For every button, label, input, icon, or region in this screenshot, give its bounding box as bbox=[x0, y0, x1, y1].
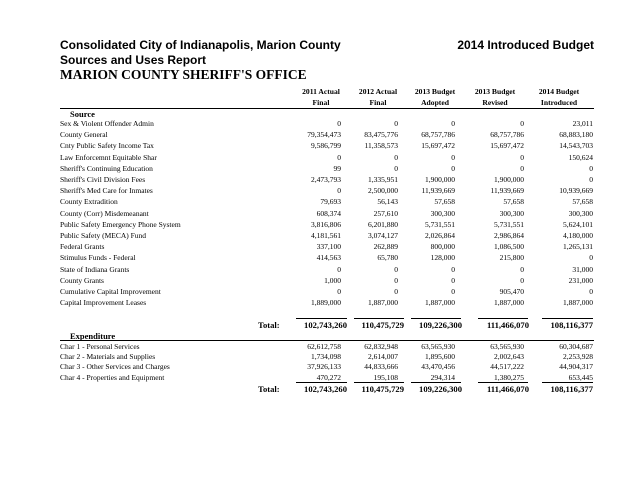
row-value: 0 bbox=[337, 152, 341, 162]
row-value: 11,939,669 bbox=[421, 186, 455, 196]
row-value: 0 bbox=[589, 163, 593, 173]
table-row bbox=[60, 186, 594, 195]
table-row bbox=[60, 373, 594, 382]
row-value: 15,697,472 bbox=[490, 141, 524, 151]
table-row bbox=[60, 242, 594, 251]
row-value: 57,658 bbox=[503, 197, 524, 207]
row-value: 5,731,551 bbox=[425, 219, 455, 229]
row-value: 300,300 bbox=[499, 208, 524, 218]
row-value: 23,011 bbox=[572, 119, 593, 128]
row-value: 4,181,561 bbox=[311, 231, 341, 240]
row-value: 195,108 bbox=[373, 372, 398, 382]
row-value: 2,002,643 bbox=[494, 352, 524, 362]
source-total-2014: 108,116,377 bbox=[550, 320, 593, 330]
exp-total-line-5 bbox=[542, 382, 593, 383]
row-value: 0 bbox=[589, 175, 593, 184]
row-value: 1,734,098 bbox=[311, 352, 341, 362]
row-value: 31,000 bbox=[572, 264, 593, 274]
row-value: 0 bbox=[451, 275, 455, 285]
row-value: 10,939,669 bbox=[559, 186, 593, 196]
row-value: 0 bbox=[520, 119, 524, 128]
row-label: Char 2 - Materials and Supplies bbox=[60, 352, 156, 362]
row-value: 44,517,222 bbox=[490, 362, 524, 372]
row-value: 63,565,930 bbox=[490, 342, 524, 351]
expenditure-total-2013-revised: 111,466,070 bbox=[486, 384, 529, 394]
column-header-2014-introduced: 2014 Budget Introduced bbox=[538, 87, 580, 107]
row-value: 99 bbox=[333, 163, 341, 173]
row-value: 0 bbox=[451, 163, 455, 173]
row-label: Public Safety Emergency Phone System bbox=[60, 219, 181, 229]
table-row bbox=[60, 119, 594, 128]
row-value: 79,693 bbox=[320, 197, 341, 207]
row-value: 0 bbox=[337, 186, 341, 196]
row-value: 0 bbox=[451, 287, 455, 296]
row-value: 79,354,473 bbox=[307, 130, 341, 140]
row-value: 414,563 bbox=[316, 253, 341, 263]
row-value: 0 bbox=[520, 275, 524, 285]
row-value: 68,757,786 bbox=[421, 130, 455, 140]
row-value: 0 bbox=[394, 264, 398, 274]
table-row bbox=[60, 164, 594, 173]
source-total-2012: 110,475,729 bbox=[361, 320, 404, 330]
row-value: 231,000 bbox=[568, 275, 593, 285]
row-value: 337,100 bbox=[316, 242, 341, 252]
row-label: County General bbox=[60, 130, 108, 140]
expenditure-total-2014: 108,116,377 bbox=[550, 384, 593, 394]
table-row bbox=[60, 342, 594, 351]
row-value: 470,272 bbox=[316, 372, 341, 382]
row-value: 44,904,317 bbox=[559, 362, 593, 372]
table-row bbox=[60, 197, 594, 206]
table-row bbox=[60, 253, 594, 262]
row-value: 44,833,666 bbox=[364, 362, 398, 372]
row-value: 68,883,180 bbox=[559, 130, 593, 140]
row-value: 1,335,951 bbox=[368, 175, 398, 184]
row-label: Char 4 - Properties and Equipment bbox=[60, 372, 165, 382]
row-label: Char 1 - Personal Services bbox=[60, 342, 140, 351]
row-value: 11,358,573 bbox=[364, 141, 398, 151]
row-value: 2,614,007 bbox=[368, 352, 398, 362]
row-label: Capital Improvement Leases bbox=[60, 298, 147, 308]
row-value: 300,300 bbox=[430, 208, 455, 218]
row-value: 62,832,948 bbox=[364, 342, 398, 351]
exp-total-line-4 bbox=[478, 382, 528, 383]
row-value: 56,143 bbox=[377, 197, 398, 207]
row-value: 2,253,928 bbox=[563, 352, 593, 362]
source-total-2013-revised: 111,466,070 bbox=[486, 320, 529, 330]
row-value: 0 bbox=[520, 264, 524, 274]
row-value: 215,800 bbox=[499, 253, 524, 263]
source-total-label: Total: bbox=[258, 320, 280, 330]
row-value: 300,300 bbox=[568, 208, 593, 218]
source-total-line-2 bbox=[354, 318, 404, 319]
row-value: 0 bbox=[337, 119, 341, 128]
row-value: 0 bbox=[394, 152, 398, 162]
row-value: 83,475,776 bbox=[364, 130, 398, 140]
row-value: 60,304,687 bbox=[559, 342, 593, 351]
source-total-line-5 bbox=[542, 318, 593, 319]
row-label: Stimulus Funds - Federal bbox=[60, 253, 136, 263]
row-value: 0 bbox=[520, 152, 524, 162]
row-value: 2,473,793 bbox=[311, 175, 341, 184]
row-value: 150,624 bbox=[568, 152, 593, 162]
row-label: County Grants bbox=[60, 275, 104, 285]
row-value: 294,314 bbox=[430, 372, 455, 382]
row-value: 1,887,000 bbox=[563, 298, 593, 308]
table-row bbox=[60, 276, 594, 285]
row-label: Sheriff's Civil Division Fees bbox=[60, 175, 146, 184]
row-label: Law Enforcemnt Equitable Shar bbox=[60, 152, 157, 162]
row-value: 57,658 bbox=[572, 197, 593, 207]
report-org-title: Consolidated City of Indianapolis, Marion County bbox=[60, 38, 341, 52]
row-value: 9,586,799 bbox=[311, 141, 341, 151]
row-value: 1,380,275 bbox=[494, 372, 524, 382]
row-label: State of Indiana Grants bbox=[60, 264, 130, 274]
source-total-2011: 102,743,260 bbox=[304, 320, 347, 330]
row-value: 11,939,669 bbox=[490, 186, 524, 196]
exp-total-line-1 bbox=[296, 382, 347, 383]
row-value: 1,900,000 bbox=[494, 175, 524, 184]
row-value: 2,986,864 bbox=[494, 231, 524, 240]
report-subtitle: Sources and Uses Report bbox=[60, 53, 207, 67]
row-label: Federal Grants bbox=[60, 242, 105, 252]
row-value: 0 bbox=[394, 287, 398, 296]
row-label: Cumulative Capital Improvement bbox=[60, 287, 161, 296]
row-value: 262,889 bbox=[373, 242, 398, 252]
row-label: County Extradition bbox=[60, 197, 118, 207]
row-value: 1,000 bbox=[324, 275, 341, 285]
source-total-row bbox=[60, 319, 594, 331]
row-value: 608,374 bbox=[316, 208, 341, 218]
row-value: 1,887,000 bbox=[425, 298, 455, 308]
expenditure-total-label: Total: bbox=[258, 384, 280, 394]
row-value: 15,697,472 bbox=[421, 141, 455, 151]
table-row bbox=[60, 175, 594, 184]
exp-total-line-2 bbox=[354, 382, 404, 383]
row-value: 1,887,000 bbox=[368, 298, 398, 308]
expenditure-heading: Expenditure bbox=[70, 331, 116, 341]
row-value: 65,780 bbox=[377, 253, 398, 263]
column-header-2013-revised: 2013 Budget Revised bbox=[474, 87, 516, 107]
row-value: 0 bbox=[589, 253, 593, 263]
table-row bbox=[60, 265, 594, 274]
row-label: Sex & Violent Offender Admin bbox=[60, 119, 154, 128]
row-label: County (Corr) Misdemeanant bbox=[60, 208, 149, 218]
source-total-line-1 bbox=[296, 318, 347, 319]
row-label: Sheriff's Med Care for Inmates bbox=[60, 186, 153, 196]
row-value: 14,543,703 bbox=[559, 141, 593, 151]
table-row bbox=[60, 287, 594, 296]
table-row bbox=[60, 352, 594, 361]
table-row bbox=[60, 130, 594, 139]
row-value: 257,610 bbox=[373, 208, 398, 218]
source-heading: Source bbox=[70, 109, 95, 119]
row-value: 1,887,000 bbox=[494, 298, 524, 308]
exp-total-line-3 bbox=[411, 382, 461, 383]
row-value: 3,816,806 bbox=[311, 219, 341, 229]
expenditure-total-2012: 110,475,729 bbox=[361, 384, 404, 394]
table-row bbox=[60, 298, 594, 307]
table-row bbox=[60, 141, 594, 150]
row-value: 1,265,131 bbox=[563, 242, 593, 252]
row-label: Sheriff's Continuing Education bbox=[60, 163, 153, 173]
row-value: 5,624,101 bbox=[563, 219, 593, 229]
row-value: 62,612,758 bbox=[307, 342, 341, 351]
row-value: 4,180,000 bbox=[563, 231, 593, 240]
source-total-2013-adopted: 109,226,300 bbox=[419, 320, 462, 330]
row-label: Cnty Public Safety Income Tax bbox=[60, 141, 154, 151]
row-value: 0 bbox=[589, 287, 593, 296]
row-value: 905,470 bbox=[499, 287, 524, 296]
row-value: 128,000 bbox=[430, 253, 455, 263]
row-value: 1,895,600 bbox=[425, 352, 455, 362]
expenditure-total-2011: 102,743,260 bbox=[304, 384, 347, 394]
row-value: 37,926,133 bbox=[307, 362, 341, 372]
row-value: 0 bbox=[337, 287, 341, 296]
expenditure-total-row bbox=[60, 383, 594, 395]
expenditure-total-2013-adopted: 109,226,300 bbox=[419, 384, 462, 394]
row-value: 2,026,864 bbox=[425, 231, 455, 240]
row-value: 0 bbox=[337, 264, 341, 274]
row-value: 43,470,456 bbox=[421, 362, 455, 372]
table-row bbox=[60, 209, 594, 218]
row-value: 0 bbox=[394, 275, 398, 285]
row-value: 1,900,000 bbox=[425, 175, 455, 184]
column-header-2013-adopted: 2013 Budget Adopted bbox=[414, 87, 456, 107]
source-total-line-3 bbox=[411, 318, 461, 319]
column-header-2011-actual: 2011 Actual Final bbox=[302, 87, 340, 107]
table-row bbox=[60, 362, 594, 371]
table-row bbox=[60, 231, 594, 240]
row-value: 3,074,127 bbox=[368, 231, 398, 240]
row-value: 63,565,930 bbox=[421, 342, 455, 351]
agency-title: MARION COUNTY SHERIFF'S OFFICE bbox=[60, 67, 307, 82]
row-value: 0 bbox=[520, 163, 524, 173]
row-value: 57,658 bbox=[434, 197, 455, 207]
budget-title: 2014 Introduced Budget bbox=[457, 38, 594, 52]
source-total-line-4 bbox=[478, 318, 528, 319]
row-value: 1,889,000 bbox=[311, 298, 341, 308]
expenditure-divider bbox=[60, 340, 594, 341]
row-value: 0 bbox=[451, 119, 455, 128]
row-value: 2,500,000 bbox=[368, 186, 398, 196]
row-value: 5,731,551 bbox=[494, 219, 524, 229]
row-value: 0 bbox=[451, 152, 455, 162]
row-value: 0 bbox=[394, 163, 398, 173]
header-divider bbox=[60, 108, 594, 109]
table-row bbox=[60, 220, 594, 229]
row-value: 800,000 bbox=[430, 242, 455, 252]
row-value: 0 bbox=[394, 119, 398, 128]
row-value: 653,445 bbox=[568, 372, 593, 382]
row-value: 0 bbox=[451, 264, 455, 274]
table-row bbox=[60, 153, 594, 162]
row-value: 1,086,500 bbox=[494, 242, 524, 252]
row-value: 68,757,786 bbox=[490, 130, 524, 140]
row-label: Char 3 - Other Services and Charges bbox=[60, 362, 170, 372]
row-value: 6,201,880 bbox=[368, 219, 398, 229]
column-header-2012-actual: 2012 Actual Final bbox=[358, 87, 398, 107]
row-label: Public Safety (MECA) Fund bbox=[60, 231, 147, 240]
